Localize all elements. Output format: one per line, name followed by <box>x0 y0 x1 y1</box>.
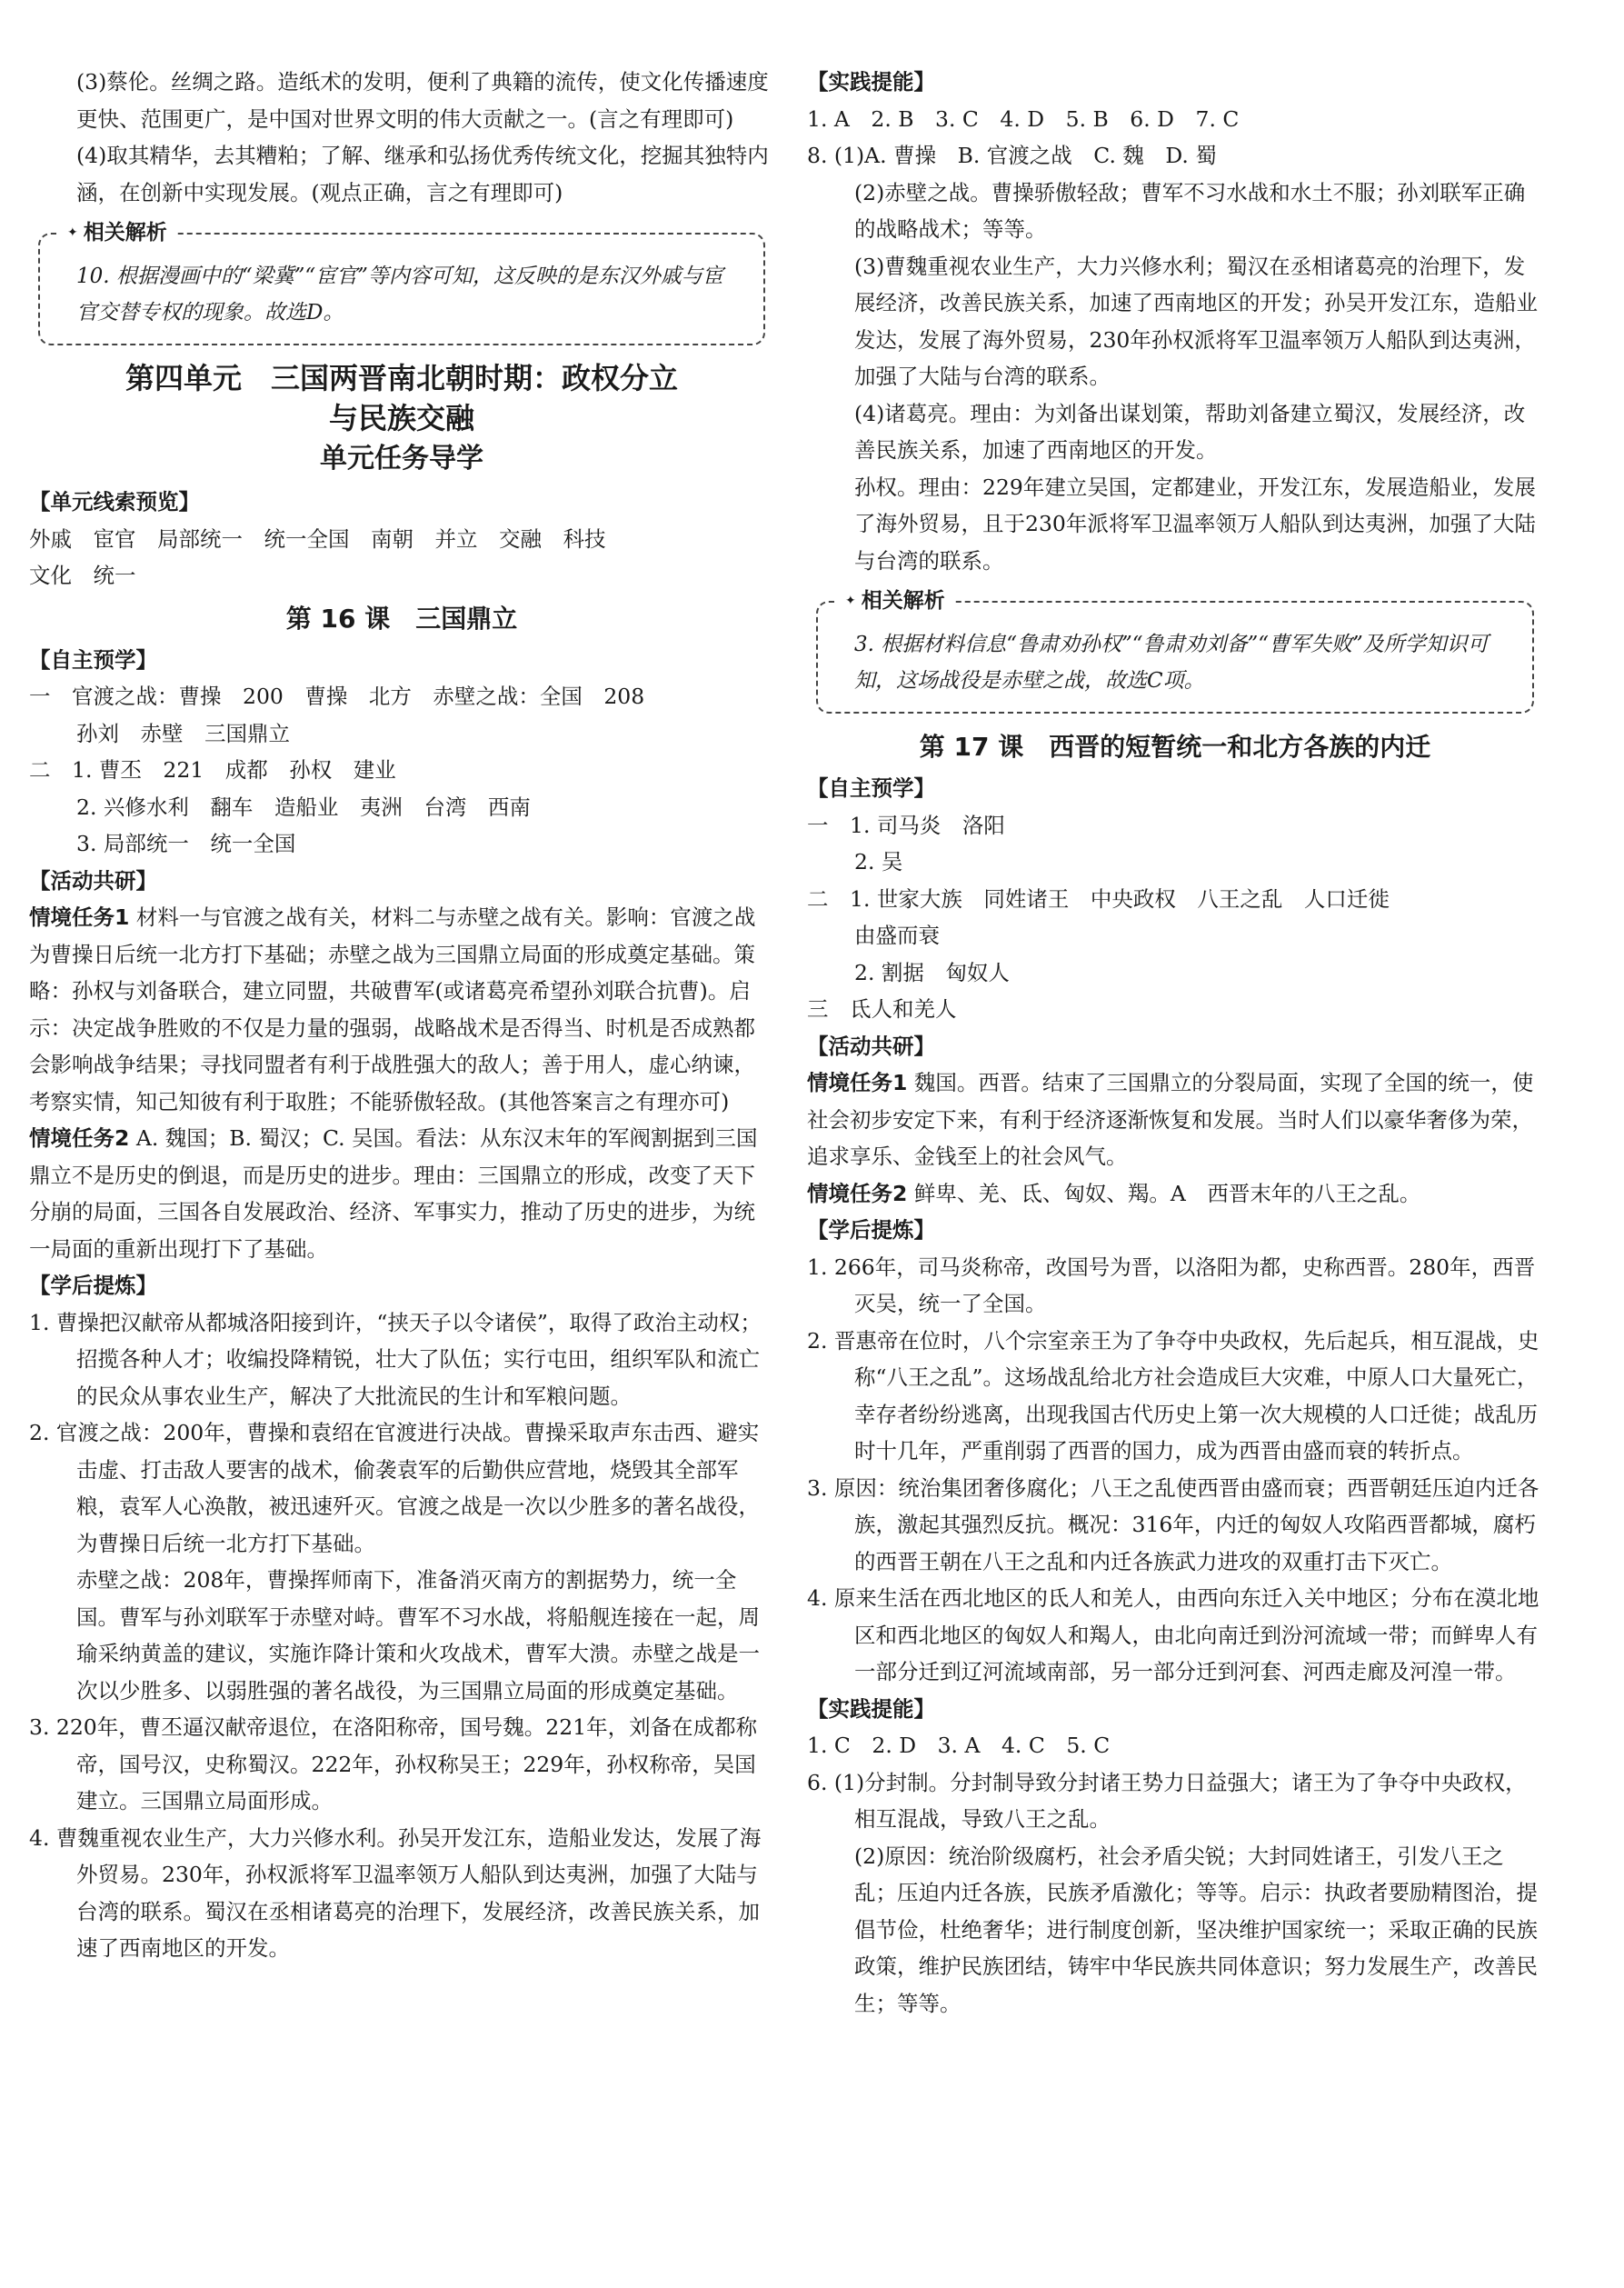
task-label: 情境任务2 <box>807 1180 908 1206</box>
summary-item: 4. 曹魏重视农业生产，大力兴修水利。孙吴开发江东，造船业发达，发展了海外贸易。230年，孙权派将军卫温率领万人船队到达夷洲，加强了大陆与台湾的联系。蜀汉在丞相诸葛亮的治理下，发展经济，改善民族关系，加速了西南地区的开发。 <box>29 1824 762 1961</box>
summary-item: 3. 220年，曹丕逼汉献帝退位，在洛阳称帝，国号魏。221年，刘备在成都称帝，国号汉，史称蜀汉。222年，孙权称吴王；229年，孙权称帝，吴国建立。三国鼎立局面形成。 <box>29 1714 758 1813</box>
self-study-line: 由盛而衰 <box>854 923 940 948</box>
section-heading: 【实践提能】 <box>807 1695 935 1722</box>
self-study-line: 二 1. 曹丕 221 成都 孙权 建业 <box>29 757 396 783</box>
task-paragraph <box>29 1120 774 1267</box>
unit-title-line-2: 与民族交融 <box>328 401 474 435</box>
section-heading: 【学后提炼】 <box>29 1273 157 1298</box>
analysis-text: 10. 根据漫画中的“梁冀”“宦官”等内容可知，这反映的是东汉外戚与宦官交替专权的现象。故选D。 <box>76 265 723 325</box>
task-label: 情境任务1 <box>807 1070 908 1095</box>
self-study-line: 一 1. 司马炎 洛阳 <box>807 812 1005 838</box>
summary-item: 赤壁之战：208年，曹操挥师南下，准备消灭南方的割据势力，统一全国。曹军与孙刘联军于赤壁对峙。曹军不习水战，将船舰连接在一起，周瑜采纳黄盖的建议，实施诈降计策和火攻战术，曹军大溃。赤壁之战是一次以少胜多、以弱胜强的著名战役，为三国鼎立局面的形成奠定基础。 <box>76 1567 760 1704</box>
preview-line: 文化 统一 <box>29 563 136 588</box>
summary-item: 1. 曹操把汉献帝从都城洛阳接到许，“挟天子以令诸侯”，取得了政治主动权；招揽各种人才；收编投降精锐，壮大了队伍；实行屯田，组织军队和流亡的民众从事农业生产，解决了大批流民的生计和军粮问题。 <box>29 1309 762 1409</box>
section-heading: 【实践提能】 <box>807 69 935 95</box>
analysis-text: 3. 根据材料信息“鲁肃劝孙权”“鲁肃劝刘备”“曹军失败”及所学知识可知，这场战役是赤壁之战，故选C项。 <box>854 633 1489 693</box>
section-heading: 【活动共研】 <box>29 867 157 894</box>
answer-item: (4)诸葛亮。理由：为刘备出谋划策，帮助刘备建立蜀汉，发展经济，改善民族关系，加速了西南地区的开发。 <box>854 400 1526 463</box>
section-heading: 【自主预学】 <box>29 646 157 673</box>
self-study-line: 孙刘 赤壁 三国鼎立 <box>76 720 290 746</box>
task-paragraph <box>807 1175 1543 1213</box>
self-study-line: 2. 吴 <box>854 849 903 874</box>
self-study-line: 二 1. 世家大族 同姓诸王 中央政权 八王之乱 人口迁徙 <box>807 885 1390 912</box>
analysis-box-title: ✦ 相关解析 <box>836 587 954 614</box>
task-text: 材料一与官渡之战有关，材料二与赤壁之战有关。影响：官渡之战为曹操日后统一北方打下基础；赤壁之战为三国鼎立局面的形成奠定基础。策略：孙权与刘备联合，建立同盟，共破曹军(或诸葛亮希望孙刘联合抗曹)。启示：决定战争胜败的不仅是力量的强弱，战略战术是否得当、时机是否成熟都会影响战争结果；寻找同盟者有利于战胜强大的敌人；善于用人，虚心纳谏，考察实情，知己知彼有利于取胜；不能骄傲轻敌。(其他答案言之有理亦可) <box>29 904 756 1114</box>
self-study-line: 2. 兴修水利 翻车 造船业 夷洲 台湾 西南 <box>76 794 531 820</box>
section-heading: 【学后提炼】 <box>807 1217 935 1243</box>
unit-title: 第四单元 三国两晋南北朝时期：政权分立 <box>125 361 678 395</box>
analysis-box <box>38 221 765 345</box>
task-paragraph <box>807 1064 1543 1175</box>
left-column <box>29 64 774 1967</box>
summary-item: 4. 原来生活在西北地区的氐人和羌人，由西向东迁入关中地区；分布在漠北地区和西北地区的匈奴人和羯人，由北向南迁到汾河流域一带；而鲜卑人有一部分迁到辽河流域南部，另一部分迁到河套、河西走廊及河湟一带。 <box>807 1585 1539 1684</box>
task-text: 鲜卑、羌、氐、匈奴、羯。A 西晋末年的八王之乱。 <box>913 1180 1421 1206</box>
unit-subtitle: 单元任务导学 <box>320 443 483 475</box>
answer-item: 6. (1)分封制。分封制导致分封诸王势力日益强大；诸王为了争夺中央政权，相互混战，导致八王之乱。 <box>807 1769 1527 1832</box>
self-study-line: 三 氐人和羌人 <box>807 996 957 1022</box>
lesson-title: 第 16 课 三国鼎立 <box>285 603 518 634</box>
self-study-line: 一 官渡之战：曹操 200 曹操 北方 赤壁之战：全国 208 <box>29 684 645 709</box>
self-study-line: 3. 局部统一 统一全国 <box>76 831 296 856</box>
answer-item: 8. (1)A. 曹操 B. 官渡之战 C. 魏 D. 蜀 <box>807 143 1217 168</box>
answer-key: 1. A 2. B 3. C 4. D 5. B 6. D 7. C <box>807 105 1240 132</box>
answer-paragraph: (4)取其精华，去其糟粕；了解、继承和弘扬优秀传统文化，挖掘其独特内涵，在创新中实现发展。(观点正确，言之有理即可) <box>76 143 769 205</box>
task-text: A. 魏国；B. 蜀汉；C. 吴国。看法：从东汉末年的军阀割据到三国鼎立不是历史的倒退，而是历史的进步。理由：三国鼎立的形成，改变了天下分崩的局面，三国各自发展政治、经济、军事实力，推动了历史的进步，为统一局面的重新出现打下了基础。 <box>29 1125 758 1262</box>
section-heading: 【活动共研】 <box>807 1033 935 1059</box>
answer-key: 1. C 2. D 3. A 4. C 5. C <box>807 1733 1111 1758</box>
lesson-title: 第 17 课 西晋的短暂统一和北方各族的内迁 <box>919 732 1431 762</box>
right-column <box>807 64 1543 2022</box>
summary-item: 2. 官渡之战：200年，曹操和袁绍在官渡进行决战。曹操采取声东击西、避实击虚、打击敌人要害的战术，偷袭袁军的后勤供应营地，烧毁其全部军粮，袁军人心涣散，被迅速歼灭。官渡之战是一次以少胜多的著名战役，为曹操日后统一北方打下基础。 <box>29 1420 760 1556</box>
section-heading: 【自主预学】 <box>807 775 935 801</box>
answer-item: (2)赤壁之战。曹操骄傲轻敌；曹军不习水战和水土不服；孙刘联军正确的战略战术；等等。 <box>854 179 1526 242</box>
analysis-box <box>816 589 1534 714</box>
section-heading: 【单元线索预览】 <box>29 489 200 515</box>
preview-line: 外戚 宦官 局部统一 统一全国 南朝 并立 交融 科技 <box>29 525 606 552</box>
summary-item: 3. 原因：统治集团奢侈腐化；八王之乱使西晋由盛而衰；西晋朝廷压迫内迁各族，激起其强烈反抗。概况：316年，内迁的匈奴人攻陷西晋都城，腐朽的西晋王朝在八王之乱和内迁各族武力进攻的双重打击下灭亡。 <box>807 1474 1539 1574</box>
answer-item: 孙权。理由：229年建立吴国，定都建业，开发江东，发展造船业，发展了海外贸易，且于230年派将军卫温率领万人船队到达夷洲，加强了大陆与台湾的联系。 <box>854 474 1536 574</box>
answer-paragraph: (3)蔡伦。丝绸之路。造纸术的发明，便利了典籍的流传，使文化传播速度更快、范围更广，是中国对世界文明的伟大贡献之一。(言之有理即可) <box>76 69 769 132</box>
answer-item: (2)原因：统治阶级腐朽，社会矛盾尖锐；大封同姓诸王，引发八王之乱；压迫内迁各族，民族矛盾激化；等等。启示：执政者要励精图治，提倡节俭，杜绝奢华；进行制度创新，坚决维护国家统一；采取正确的民族政策，维护民族团结，铸牢中华民族共同体意识；努力发展生产，改善民生；等等。 <box>854 1843 1538 2016</box>
summary-item: 2. 晋惠帝在位时，八个宗室亲王为了争夺中央政权，先后起兵，相互混战，史称“八王之乱”。这场战乱给北方社会造成巨大灾难，中原人口大量死亡，幸存者纷纷逃离，出现我国古代历史上第一次大规模的人口迁徙；战乱历时十几年，严重削弱了西晋的国力，成为西晋由盛而衰的转折点。 <box>807 1327 1539 1464</box>
answer-item: (3)曹魏重视农业生产，大力兴修水利；蜀汉在丞相诸葛亮的治理下，发展经济，改善民族关系，加速了西南地区的开发；孙吴开发江东，造船业发达，发展了海外贸易，230年孙权派将军卫温率领万人船队到达夷洲，加强了大陆与台湾的联系。 <box>854 253 1538 389</box>
analysis-box-title: ✦ 相关解析 <box>58 219 176 246</box>
task-text: 魏国。西晋。结束了三国鼎立的分裂局面，实现了全国的统一，使社会初步安定下来，有利于经济逐渐恢复和发展。当时人们以豪华奢侈为荣，追求享乐、金钱至上的社会风气。 <box>807 1070 1534 1169</box>
task-label: 情境任务1 <box>29 904 130 930</box>
task-label: 情境任务2 <box>29 1125 130 1151</box>
self-study-line: 2. 割据 匈奴人 <box>854 959 1010 985</box>
task-paragraph <box>29 899 774 1120</box>
summary-item: 1. 266年，司马炎称帝，改国号为晋，以洛阳为都，史称西晋。280年，西晋灭吴，统一了全国。 <box>807 1254 1536 1316</box>
